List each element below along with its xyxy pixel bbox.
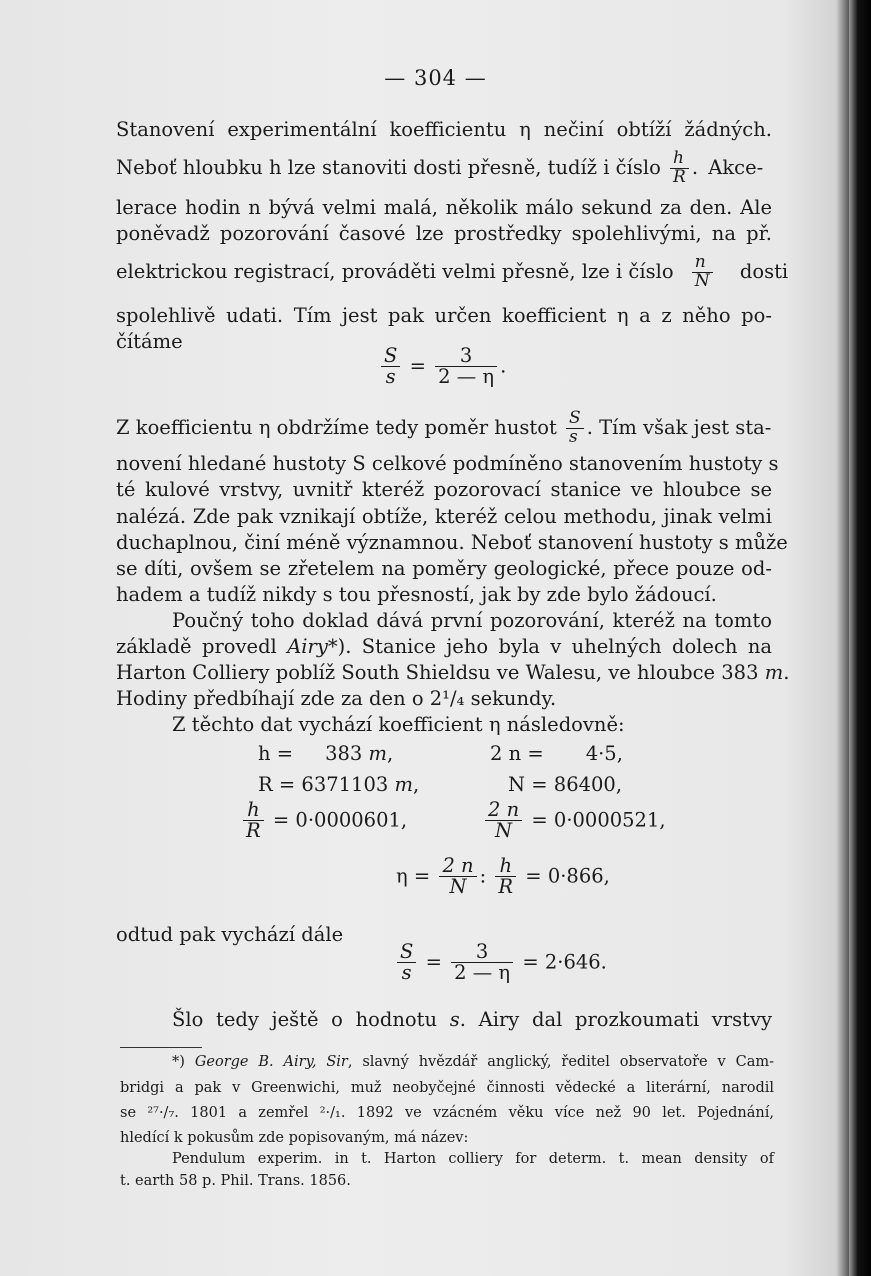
- text-line: Neboť hloubku h lze stanoviti dosti přesně, tudíž i číslo $\frac{h}{R}$ . Akce-: [116, 148, 764, 187]
- text-line: Stanovení experimentální koefficientu η nečiní obtíží žádných.: [116, 118, 772, 141]
- text-line: Šlo tedy ještě o hodnotu s. Airy dal prozkoumati vrstvy: [172, 1008, 772, 1031]
- footnote-line: *) George B. Airy, Sir, slavný hvězdář anglický, ředitel observatoře v Cam-: [172, 1054, 774, 1070]
- text-line: elektrickou registrací, prováděti velmi přesně, lze i číslo $\frac{n}{N}$ dosti: [116, 252, 789, 291]
- text-line: poněvadž pozorování časové lze prostředky spolehlivými, na př.: [116, 222, 772, 245]
- equation-R: R = 6371103 m,: [258, 773, 420, 796]
- footnote-line: hledící k pokusům zde popisovaným, má název:: [120, 1130, 469, 1146]
- equation-final-ratio: $\frac{S}{s}$ = $\frac{3}{2 — \eta}$ = 2·646.: [394, 942, 607, 984]
- text-line: duchaplnou, činí méně významnou. Neboť stanovení hustoty s může: [116, 531, 788, 554]
- footnote-separator: [120, 1047, 202, 1048]
- page-number: — 304 —: [384, 66, 487, 90]
- text-line: Poučný toho doklad dává první pozorování, kteréž na tomto: [172, 609, 772, 632]
- text-line: Harton Colliery poblíž South Shieldsu ve Walesu, ve hloubce 383 m.: [116, 661, 790, 684]
- text-line: čítáme: [116, 330, 183, 353]
- equation-h-over-R: $\frac{h}{R}$ = 0·0000601,: [240, 800, 407, 842]
- text-line: lerace hodin n bývá velmi malá, několik málo sekund za den. Ale: [116, 196, 772, 219]
- equation-h: h = 383 m,: [258, 742, 394, 765]
- footnote-line: se ²⁷·/₇. 1801 a zemřel ²·/₁. 1892 ve vzácném věku více než 90 let. Pojednání,: [120, 1105, 774, 1121]
- text-line: té kulové vrstvy, uvnitř kteréž pozorovací stanice ve hloubce se: [116, 478, 772, 501]
- text-line: Z koefficientu η obdržíme tedy poměr hustot $\frac{S}{s}$ . Tím však jest sta-: [116, 408, 772, 447]
- book-spine-shadow: [849, 0, 871, 1276]
- text-line: se díti, ovšem se zřetelem na poměry geologické, přece pouze od-: [116, 557, 772, 580]
- footnote-line: Pendulum experim. in t. Harton colliery for determ. t. mean density of: [172, 1151, 774, 1167]
- footnote-line: bridgi a pak v Greenwichi, muž neobyčejné činnosti vědecké a literární, narodil: [120, 1080, 774, 1096]
- text-line: Z těchto dat vychází koefficient η následovně:: [172, 713, 625, 736]
- equation-eta: η = $\frac{2 n}{N}$ : $\frac{h}{R}$ = 0·866,: [396, 854, 610, 899]
- equation-N: N = 86400,: [508, 773, 623, 796]
- text-line: novení hledané hustoty S celkové podmíněno stanovením hustoty s: [116, 452, 779, 475]
- text-line: odtud pak vychází dále: [116, 923, 344, 946]
- equation-density-ratio: $\frac{S}{s}$ = $\frac{3}{2 — \eta}$ .: [378, 346, 506, 388]
- text-line: hadem a tudíž nikdy s tou přesností, jak by zde bylo žádoucí.: [116, 583, 717, 606]
- text-line: Hodiny předbíhají zde za den o 2¹/₄ sekundy.: [116, 687, 557, 710]
- footnote-line: t. earth 58 p. Phil. Trans. 1856.: [120, 1173, 351, 1189]
- text-line: spolehlivě udati. Tím jest pak určen koefficient η a z něho po-: [116, 304, 772, 327]
- text-line: základě provedl Airy*). Stanice jeho byla v uhelných dolech na: [116, 635, 772, 658]
- equation-2n: 2 n = 4·5,: [490, 742, 623, 765]
- equation-2n-over-N: $\frac{2 n}{N}$ = 0·0000521,: [482, 800, 666, 842]
- text-line: nalézá. Zde pak vznikají obtíže, kteréž celou methodu, jinak velmi: [116, 505, 772, 528]
